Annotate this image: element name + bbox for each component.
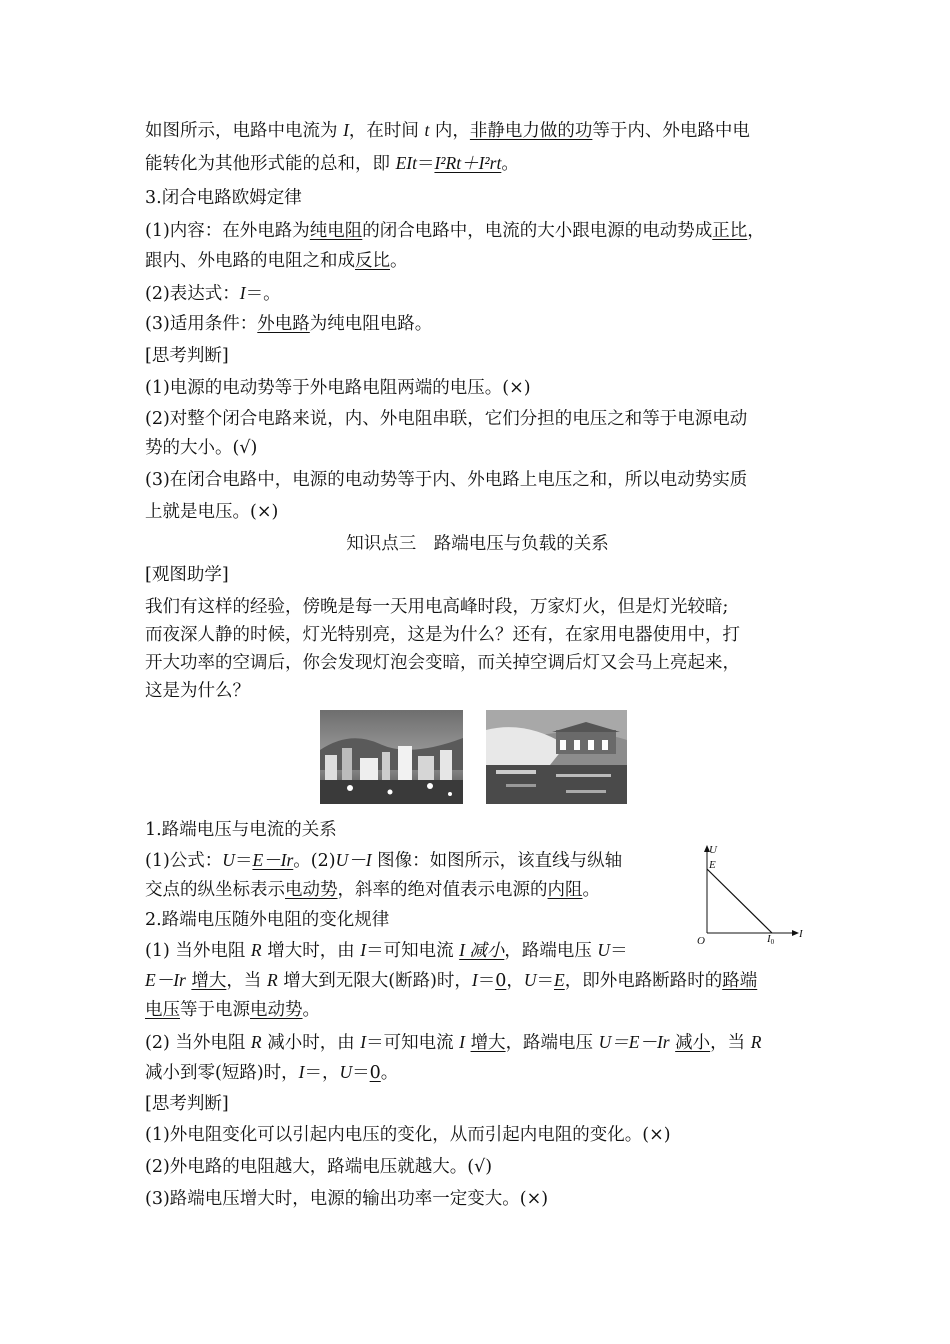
- answer-blank: 非静电力做的功: [469, 121, 593, 141]
- paragraph-line: 如图所示，电路中电流为 I，在时间 t 内，非静电力做的功等于内、外电路中电: [145, 120, 750, 141]
- think-heading: [思考判断]: [145, 346, 229, 366]
- subheading: 1.路端电压与电流的关系: [145, 820, 337, 840]
- paragraph-line: 交点的纵坐标表示电动势，斜率的绝对值表示电源的内阻。: [145, 880, 600, 900]
- judgement-item: (2)对整个闭合电路来说，内、外电阻串联，它们分担的电压之和等于电源电动: [145, 409, 748, 429]
- label-origin: O: [697, 935, 705, 947]
- paragraph-line: 我们有这样的经验，傍晚是每一天用电高峰时段，万家灯火，但是灯光较暗;: [145, 597, 729, 617]
- paragraph-line: 能转化为其他形式能的总和，即 EIt＝I²Rt＋I²rt。: [145, 153, 519, 174]
- judgement-item: 上就是电压。(×): [145, 502, 279, 522]
- paragraph-line: 跟内、外电路的电阻之和成反比。: [145, 251, 408, 271]
- paragraph-line: 减小到零(短路)时，I＝，U＝0。: [145, 1062, 399, 1083]
- paragraph-line: E－Ir 增大，当 R 增大到无限大(断路)时，I＝0，U＝E，即外电路断路时的路端: [145, 970, 758, 991]
- answer-blank: 正比: [712, 221, 748, 241]
- paragraph-line: (2)表达式：I＝。: [145, 283, 281, 304]
- label-u: U: [709, 844, 717, 856]
- answer-blank: I²Rt＋I²rt: [434, 153, 502, 173]
- label-i0: I0: [767, 933, 775, 946]
- answer-blank: E－Ir: [252, 850, 294, 870]
- judgement-item: (3)路端电压增大时，电源的输出功率一定变大。(×): [145, 1189, 549, 1209]
- paragraph-line: (1)公式：U＝E－Ir。(2)U－I 图像：如图所示，该直线与纵轴: [145, 850, 623, 871]
- riverside-night-photo: [486, 710, 627, 804]
- paragraph-line: 开大功率的空调后，你会发现灯泡会变暗，而关掉空调后灯又会马上亮起来，: [145, 653, 740, 673]
- paragraph-line: (1) 当外电阻 R 增大时，由 I＝可知电流 I 减小，路端电压 U＝: [145, 940, 628, 961]
- paragraph-line: (1)内容：在外电路为纯电阻的闭合电路中，电流的大小跟电源的电动势成正比，: [145, 221, 765, 241]
- section-title: 知识点三 路端电压与负载的关系: [346, 534, 609, 554]
- paragraph-line: 而夜深人静的时候，灯光特别亮，这是为什么？还有，在家用电器使用中，打: [145, 625, 740, 645]
- answer-blank: 电动势: [250, 1000, 303, 1020]
- judgement-item: (1)外电阻变化可以引起内电压的变化，从而引起内电阻的变化。(×): [145, 1125, 671, 1145]
- subheading: 2.路端电压随外电阻的变化规律: [145, 910, 390, 930]
- i-axis-arrow-icon: [792, 930, 799, 936]
- answer-blank: 减小: [675, 1033, 711, 1053]
- u-i-graph: [697, 841, 807, 947]
- judgement-item: 势的大小。(√): [145, 438, 258, 458]
- judgement-item: (1)电源的电动势等于外电路电阻两端的电压。(×): [145, 378, 531, 398]
- answer-blank: 电动势: [285, 880, 338, 900]
- answer-blank: 纯电阻: [309, 221, 363, 241]
- observe-heading: [观图助学]: [145, 565, 229, 585]
- paragraph-line: (3)适用条件：外电路为纯电阻电路。: [145, 314, 433, 334]
- paragraph-line: (2) 当外电阻 R 减小时，由 I＝可知电流 I 增大，路端电压 U＝E－Ir 减小，当 R: [145, 1032, 762, 1053]
- judgement-item: (2)外电路的电阻越大，路端电压就越大。(√): [145, 1157, 493, 1177]
- city-night-photo: [320, 710, 463, 804]
- label-i: I: [799, 928, 803, 940]
- answer-blank: I 减小: [459, 940, 505, 960]
- judgement-item: (3)在闭合电路中，电源的电动势等于内、外电路上电压之和，所以电动势实质: [145, 470, 748, 490]
- answer-blank: 0: [495, 971, 507, 991]
- answer-blank: 路端: [722, 971, 758, 991]
- answer-blank: 增大: [470, 1033, 506, 1053]
- answer-blank: E: [554, 970, 565, 990]
- paragraph-line: 这是为什么？: [145, 681, 250, 701]
- answer-blank: 反比: [355, 251, 390, 271]
- answer-blank: 外电路: [257, 314, 310, 334]
- answer-blank: 0: [369, 1063, 381, 1083]
- label-e: E: [709, 859, 716, 871]
- subheading: 3.闭合电路欧姆定律: [145, 188, 302, 208]
- think-heading: [思考判断]: [145, 1094, 229, 1114]
- u-i-line: [707, 869, 772, 933]
- paragraph-line: 电压等于电源电动势。: [145, 1000, 320, 1020]
- answer-blank: 电压: [145, 1000, 180, 1020]
- answer-blank: 内阻: [547, 880, 583, 900]
- answer-blank: 增大: [191, 971, 227, 991]
